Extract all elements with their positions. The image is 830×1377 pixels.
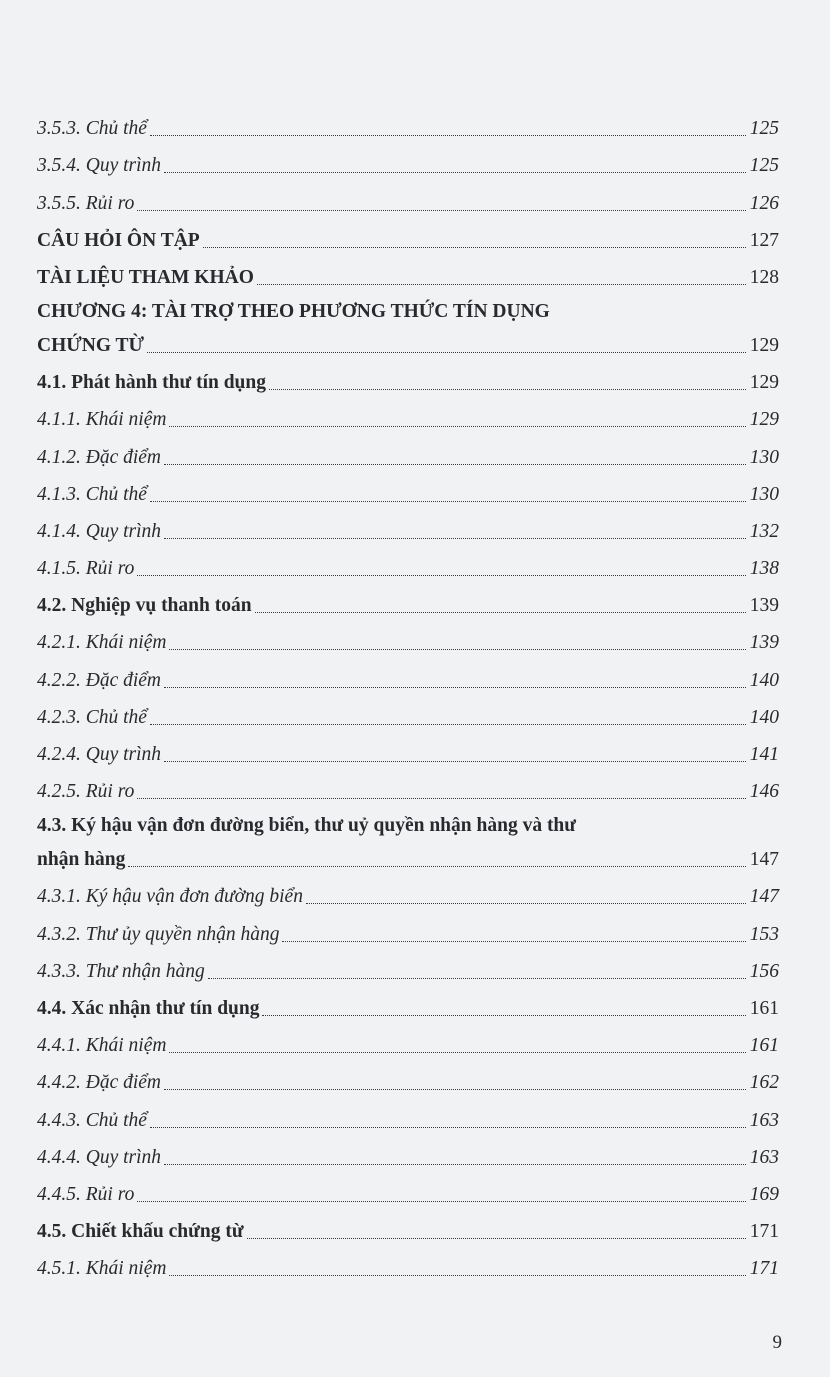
- toc-page: 128: [749, 266, 779, 288]
- toc-page: 140: [749, 669, 779, 691]
- toc-entry[interactable]: [37, 1170, 779, 1207]
- toc-page: 130: [749, 446, 779, 468]
- toc-title: 4.2.2. Đặc điểm: [37, 669, 162, 691]
- toc-entry[interactable]: [37, 358, 779, 395]
- toc-entry[interactable]: [37, 1095, 779, 1132]
- toc-title: 4.2. Nghiệp vụ thanh toán: [37, 595, 252, 617]
- dot-leader: [203, 247, 746, 248]
- toc-page: 169: [749, 1183, 779, 1205]
- toc-entry[interactable]: [37, 730, 779, 767]
- dot-leader: [137, 1201, 745, 1202]
- dot-leader: [164, 172, 746, 173]
- dot-leader: [164, 1164, 746, 1165]
- toc-entry-chapter[interactable]: [37, 290, 779, 358]
- toc-title: 4.4. Xác nhận thư tín dụng: [37, 997, 260, 1019]
- toc-title: 4.1.3. Chủ thể: [37, 483, 147, 505]
- toc-page: 161: [749, 1035, 779, 1057]
- toc-page: 156: [749, 960, 779, 982]
- toc-title-line1: CHƯƠNG 4: TÀI TRỢ THEO PHƯƠNG THỨC TÍN DỤNG: [37, 300, 550, 322]
- toc-title: 3.5.3. Chủ thể: [37, 118, 147, 140]
- table-of-contents: [37, 104, 779, 1281]
- dot-leader: [169, 426, 745, 427]
- toc-title: 4.4.2. Đặc điểm: [37, 1072, 162, 1094]
- dot-leader: [128, 866, 745, 867]
- toc-page: 141: [749, 744, 779, 765]
- dot-leader: [169, 1052, 745, 1053]
- toc-title: 4.5.1. Khái niệm: [37, 1258, 167, 1280]
- toc-entry[interactable]: [37, 1058, 779, 1095]
- dot-leader: [262, 1015, 745, 1016]
- toc-entry[interactable]: [37, 507, 779, 544]
- toc-title: 4.4.1. Khái niệm: [37, 1035, 167, 1057]
- toc-page: 129: [749, 372, 779, 394]
- toc-title: 4.1. Phát hành thư tín dụng: [37, 372, 266, 394]
- toc-entry[interactable]: [37, 947, 779, 984]
- dot-leader: [306, 903, 746, 904]
- toc-page: 146: [749, 781, 779, 803]
- toc-page: 147: [749, 886, 779, 908]
- toc-title: 4.2.4. Quy trình: [37, 744, 162, 765]
- toc-page: 125: [749, 118, 779, 140]
- toc-title: 4.3.3. Thư nhận hàng: [37, 960, 205, 982]
- dot-leader: [257, 284, 746, 285]
- toc-entry[interactable]: [37, 216, 779, 253]
- toc-title: TÀI LIỆU THAM KHẢO: [37, 266, 254, 288]
- toc-title-line2: nhận hàng: [37, 849, 126, 871]
- dot-leader: [255, 612, 746, 613]
- toc-entry[interactable]: [37, 1133, 779, 1170]
- toc-page: 153: [749, 923, 779, 945]
- toc-page: 132: [749, 520, 779, 542]
- dot-leader: [150, 1127, 746, 1128]
- toc-title: 4.4.3. Chủ thể: [37, 1109, 147, 1131]
- toc-title: 3.5.5. Rủi ro: [37, 192, 135, 214]
- dot-leader: [169, 1275, 745, 1276]
- toc-entry[interactable]: [37, 544, 779, 581]
- toc-entry[interactable]: [37, 1244, 779, 1281]
- toc-entry[interactable]: [37, 253, 779, 290]
- toc-page: 171: [749, 1221, 779, 1243]
- dot-leader: [147, 352, 746, 353]
- toc-entry[interactable]: [37, 432, 779, 469]
- toc-title: 4.1.2. Đặc điểm: [37, 446, 162, 468]
- toc-page: 147: [749, 849, 779, 871]
- dot-leader: [169, 649, 745, 650]
- toc-title: CÂU HỎI ÔN TẬP: [37, 229, 200, 251]
- toc-entry[interactable]: [37, 693, 779, 730]
- toc-entry[interactable]: [37, 581, 779, 618]
- toc-title: 4.4.4. Quy trình: [37, 1146, 162, 1168]
- toc-entry[interactable]: [37, 1021, 779, 1058]
- toc-title: 4.3.1. Ký hậu vận đơn đường biển: [37, 886, 303, 908]
- toc-title: 3.5.4. Quy trình: [37, 155, 162, 177]
- dot-leader: [208, 978, 746, 979]
- toc-page: 162: [749, 1072, 779, 1094]
- toc-page: 125: [749, 155, 779, 177]
- toc-page: 171: [749, 1258, 779, 1280]
- toc-title: 4.1.5. Rủi ro: [37, 558, 135, 580]
- toc-page: 138: [749, 558, 779, 580]
- toc-page: 161: [749, 997, 779, 1019]
- toc-page: 139: [749, 632, 779, 654]
- toc-entry[interactable]: [37, 104, 779, 141]
- toc-page: 163: [749, 1146, 779, 1168]
- dot-leader: [137, 798, 745, 799]
- toc-title-line1: 4.3. Ký hậu vận đơn đường biển, thư uỷ quyền nhận hàng và thư: [37, 815, 576, 837]
- toc-page: 163: [749, 1109, 779, 1131]
- toc-entry[interactable]: [37, 618, 779, 655]
- toc-entry[interactable]: [37, 1207, 779, 1244]
- dot-leader: [164, 761, 746, 762]
- toc-page: 139: [749, 595, 779, 617]
- dot-leader: [150, 135, 746, 136]
- dot-leader: [150, 501, 746, 502]
- dot-leader: [164, 538, 746, 539]
- dot-leader: [137, 210, 745, 211]
- toc-title: 4.1.1. Khái niệm: [37, 409, 167, 431]
- toc-entry[interactable]: [37, 872, 779, 909]
- dot-leader: [164, 1089, 746, 1090]
- dot-leader: [150, 724, 746, 725]
- toc-entry[interactable]: [37, 909, 779, 946]
- toc-title: 4.5. Chiết khấu chứng từ: [37, 1221, 244, 1243]
- toc-entry[interactable]: [37, 470, 779, 507]
- toc-title: 4.2.5. Rủi ro: [37, 781, 135, 803]
- toc-title: 4.3.2. Thư ủy quyền nhận hàng: [37, 923, 280, 945]
- dot-leader: [164, 687, 746, 688]
- toc-title: 4.2.1. Khái niệm: [37, 632, 167, 654]
- toc-page: 126: [749, 192, 779, 214]
- toc-page: 140: [749, 706, 779, 728]
- toc-title: 4.2.3. Chủ thể: [37, 706, 147, 728]
- toc-page: 129: [749, 409, 779, 431]
- toc-title: 4.4.5. Rủi ro: [37, 1183, 135, 1205]
- dot-leader: [137, 575, 745, 576]
- dot-leader: [247, 1238, 746, 1239]
- dot-leader: [269, 389, 746, 390]
- toc-page: 129: [749, 334, 779, 356]
- toc-entry-chapter[interactable]: [37, 804, 779, 872]
- toc-title-line2: CHỨNG TỪ: [37, 334, 145, 356]
- toc-entry[interactable]: [37, 767, 779, 804]
- toc-entry[interactable]: [37, 395, 779, 432]
- page-number: 9: [772, 1332, 782, 1353]
- toc-title: 4.1.4. Quy trình: [37, 520, 162, 542]
- dot-leader: [164, 464, 746, 465]
- toc-entry[interactable]: [37, 655, 779, 692]
- toc-entry[interactable]: [37, 178, 779, 215]
- toc-entry[interactable]: [37, 141, 779, 178]
- toc-entry[interactable]: [37, 984, 779, 1021]
- dot-leader: [282, 941, 745, 942]
- toc-page: 130: [749, 483, 779, 505]
- toc-page: 127: [749, 229, 779, 251]
